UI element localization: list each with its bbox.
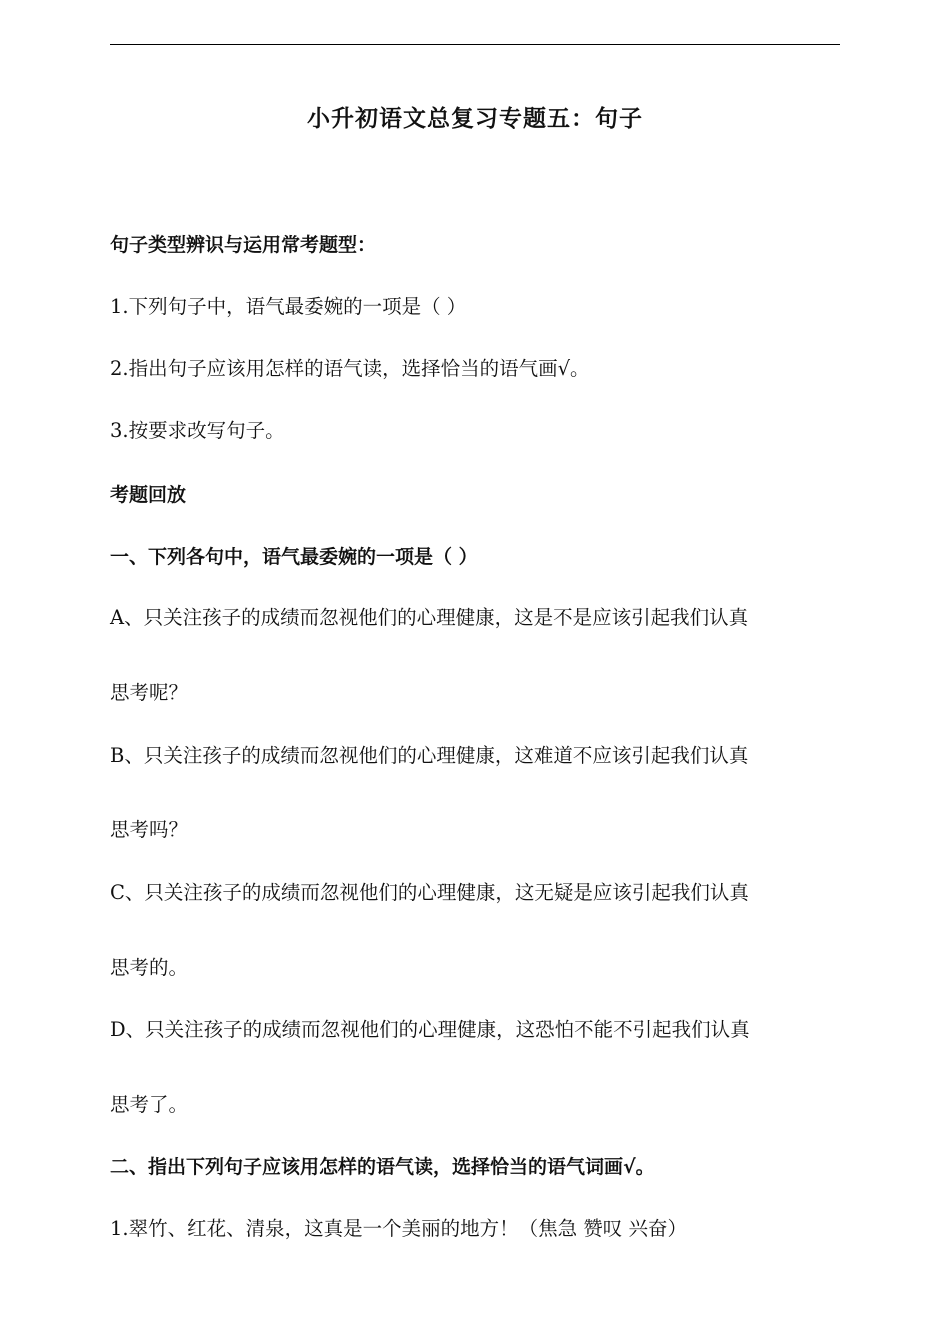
question-2-stem: 二、指出下列句子应该用怎样的语气读，选择恰当的语气词画√。 — [110, 1156, 655, 1178]
page-title: 小升初语文总复习专题五：句子 — [307, 106, 643, 132]
option-a-line1: A、只关注孩子的成绩而忽视他们的心理健康，这是不是应该引起我们认真 — [110, 606, 749, 629]
question-1-stem: 一、下列各句中，语气最委婉的一项是（ ） — [110, 546, 478, 568]
section-heading: 句子类型辨识与运用常考题型： — [110, 234, 377, 256]
option-d-line1: D、只关注孩子的成绩而忽视他们的心理健康，这恐怕不能不引起我们认真 — [110, 1018, 750, 1041]
review-heading: 考题回放 — [110, 484, 187, 506]
question-2-item: 1.翠竹、红花、清泉，这真是一个美丽的地方！（焦急 赞叹 兴奋） — [110, 1217, 688, 1240]
header-rule — [110, 44, 840, 45]
common-type-item: 1.下列句子中，语气最委婉的一项是（ ） — [110, 295, 467, 318]
option-b-line1: B、只关注孩子的成绩而忽视他们的心理健康，这难道不应该引起我们认真 — [110, 744, 749, 767]
option-c-line1: C、只关注孩子的成绩而忽视他们的心理健康，这无疑是应该引起我们认真 — [110, 881, 749, 904]
common-type-item: 2.指出句子应该用怎样的语气读，选择恰当的语气画√。 — [110, 357, 590, 380]
option-d-line2: 思考了。 — [110, 1093, 189, 1116]
option-c-line2: 思考的。 — [110, 956, 189, 979]
option-b-line2: 思考吗？ — [110, 818, 189, 841]
common-type-item: 3.按要求改写句子。 — [110, 419, 285, 442]
option-a-line2: 思考呢？ — [110, 681, 189, 704]
